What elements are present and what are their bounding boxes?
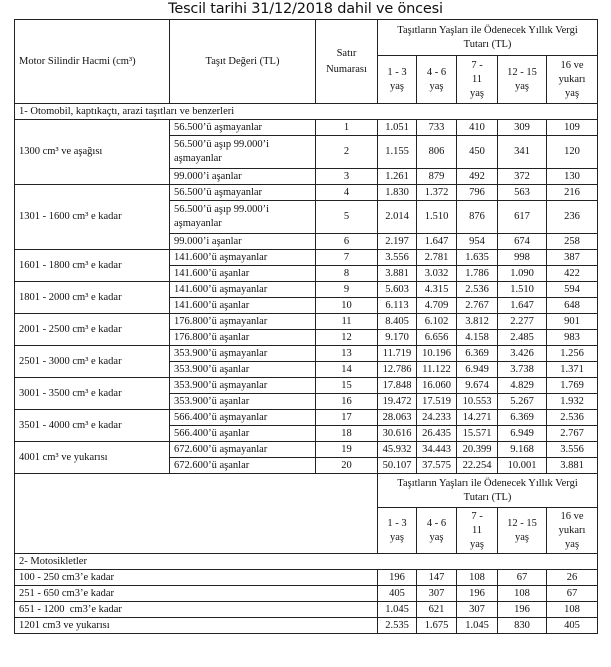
tax-table xyxy=(14,19,598,634)
row-number-cell: 6 xyxy=(316,234,378,250)
tax-amount-cell: 1.830 xyxy=(378,185,417,201)
tax-amount-cell: 2.277 xyxy=(498,314,547,330)
row-number-cell: 18 xyxy=(316,426,378,442)
tax-amount-cell: 796 xyxy=(457,185,498,201)
tax-amount-cell: 67 xyxy=(547,586,598,602)
engine-capacity-cell: 3501 - 4000 cm³ e kadar xyxy=(15,410,170,442)
tax-amount-cell: 6.369 xyxy=(457,346,498,362)
table-row xyxy=(15,586,598,602)
vehicle-value-cell: 56.500’ü aşmayanlar xyxy=(170,185,316,201)
tax-amount-cell: 67 xyxy=(498,570,547,586)
tax-amount-cell: 1.045 xyxy=(457,618,498,634)
tax-amount-cell: 45.932 xyxy=(378,442,417,458)
tax-amount-cell: 1.045 xyxy=(378,602,417,618)
tax-amount-cell: 1.647 xyxy=(417,234,457,250)
tax-amount-cell: 1.371 xyxy=(547,362,598,378)
tax-amount-cell: 1.510 xyxy=(417,201,457,234)
tax-amount-cell: 6.949 xyxy=(457,362,498,378)
header-value: Taşıt Değeri (TL) xyxy=(170,20,316,104)
tax-amount-cell: 733 xyxy=(417,120,457,136)
vehicle-value-cell: 566.400’ü aşanlar xyxy=(170,426,316,442)
tax-amount-cell: 422 xyxy=(547,266,598,282)
vehicle-value-cell: 141.600’ü aşanlar xyxy=(170,266,316,282)
tax-amount-cell: 130 xyxy=(547,169,598,185)
tax-amount-cell: 2.767 xyxy=(547,426,598,442)
tax-amount-cell: 410 xyxy=(457,120,498,136)
tax-amount-cell: 10.553 xyxy=(457,394,498,410)
tax-amount-cell: 5.603 xyxy=(378,282,417,298)
table-row xyxy=(15,602,598,618)
row-number-cell: 20 xyxy=(316,458,378,474)
tax-amount-cell: 1.635 xyxy=(457,250,498,266)
tax-amount-cell: 2.197 xyxy=(378,234,417,250)
header2-age-16-plus: 16 ve yukarı yaş xyxy=(547,508,598,554)
tax-amount-cell: 341 xyxy=(498,136,547,169)
tax-amount-cell: 2.781 xyxy=(417,250,457,266)
tax-amount-cell: 405 xyxy=(547,618,598,634)
tax-amount-cell: 2.536 xyxy=(547,410,598,426)
tax-amount-cell: 30.616 xyxy=(378,426,417,442)
tax-amount-cell: 1.256 xyxy=(547,346,598,362)
tax-amount-cell: 1.932 xyxy=(547,394,598,410)
header2-age-12-15: 12 - 15 yaş xyxy=(498,508,547,554)
tax-amount-cell: 24.233 xyxy=(417,410,457,426)
tax-amount-cell: 492 xyxy=(457,169,498,185)
vehicle-value-cell: 141.600’ü aşanlar xyxy=(170,298,316,314)
tax-amount-cell: 50.107 xyxy=(378,458,417,474)
tax-amount-cell: 236 xyxy=(547,201,598,234)
tax-amount-cell: 621 xyxy=(417,602,457,618)
table-row xyxy=(15,120,598,136)
tax-amount-cell: 387 xyxy=(547,250,598,266)
engine-capacity-cell: 2001 - 2500 cm³ e kadar xyxy=(15,314,170,346)
tax-amount-cell: 6.369 xyxy=(498,410,547,426)
header2-row xyxy=(15,474,598,508)
tax-amount-cell: 20.399 xyxy=(457,442,498,458)
tax-amount-cell: 879 xyxy=(417,169,457,185)
engine-capacity-cell: 2501 - 3000 cm³ e kadar xyxy=(15,346,170,378)
tax-amount-cell: 876 xyxy=(457,201,498,234)
row-number-cell: 7 xyxy=(316,250,378,266)
table-row xyxy=(15,282,598,298)
tax-amount-cell: 2.535 xyxy=(378,618,417,634)
header2-tax-group: Taşıtların Yaşları ile Ödenecek Yıllık Vergi Tutarı (TL) xyxy=(378,474,598,508)
engine-capacity-cell: 251 - 650 cm3’e kadar xyxy=(15,586,378,602)
tax-amount-cell: 806 xyxy=(417,136,457,169)
section-row-motorcycles xyxy=(15,554,598,570)
vehicle-value-cell: 672.600’ü aşanlar xyxy=(170,458,316,474)
tax-amount-cell: 108 xyxy=(547,602,598,618)
vehicle-value-cell: 353.900’ü aşanlar xyxy=(170,394,316,410)
tax-amount-cell: 1.769 xyxy=(547,378,598,394)
table-row xyxy=(15,314,598,330)
tax-amount-cell: 26.435 xyxy=(417,426,457,442)
header-age-4-6: 4 - 6 yaş xyxy=(417,56,457,104)
tax-amount-cell: 11.719 xyxy=(378,346,417,362)
tax-amount-cell: 1.510 xyxy=(498,282,547,298)
tax-amount-cell: 37.575 xyxy=(417,458,457,474)
tax-amount-cell: 26 xyxy=(547,570,598,586)
row-number-cell: 8 xyxy=(316,266,378,282)
table-row xyxy=(15,346,598,362)
header-row-number: Satır Numarası xyxy=(316,20,378,104)
vehicle-value-cell: 56.500’ü aşıp 99.000’i aşmayanlar xyxy=(170,136,316,169)
tax-amount-cell: 998 xyxy=(498,250,547,266)
row-number-cell: 19 xyxy=(316,442,378,458)
tax-amount-cell: 307 xyxy=(417,586,457,602)
tax-amount-cell: 4.709 xyxy=(417,298,457,314)
vehicle-value-cell: 566.400’ü aşmayanlar xyxy=(170,410,316,426)
tax-amount-cell: 1.051 xyxy=(378,120,417,136)
tax-amount-cell: 617 xyxy=(498,201,547,234)
table-row xyxy=(15,442,598,458)
tax-amount-cell: 19.472 xyxy=(378,394,417,410)
engine-capacity-cell: 3001 - 3500 cm³ e kadar xyxy=(15,378,170,410)
tax-amount-cell: 108 xyxy=(498,586,547,602)
tax-amount-cell: 9.674 xyxy=(457,378,498,394)
section-row-automobiles xyxy=(15,104,598,120)
row-number-cell: 12 xyxy=(316,330,378,346)
row-number-cell: 11 xyxy=(316,314,378,330)
tax-amount-cell: 6.656 xyxy=(417,330,457,346)
tax-amount-cell: 5.267 xyxy=(498,394,547,410)
header-age-12-15: 12 - 15 yaş xyxy=(498,56,547,104)
row-number-cell: 15 xyxy=(316,378,378,394)
tax-amount-cell: 450 xyxy=(457,136,498,169)
tax-amount-cell: 3.738 xyxy=(498,362,547,378)
tax-amount-cell: 954 xyxy=(457,234,498,250)
tax-amount-cell: 674 xyxy=(498,234,547,250)
tax-amount-cell: 309 xyxy=(498,120,547,136)
tax-amount-cell: 34.443 xyxy=(417,442,457,458)
tax-amount-cell: 3.812 xyxy=(457,314,498,330)
engine-capacity-cell: 1201 cm3 ve yukarısı xyxy=(15,618,378,634)
engine-capacity-cell: 1801 - 2000 cm³ e kadar xyxy=(15,282,170,314)
tax-amount-cell: 3.881 xyxy=(547,458,598,474)
tax-amount-cell: 372 xyxy=(498,169,547,185)
row-number-cell: 3 xyxy=(316,169,378,185)
section-label: 1- Otomobil, kaptıkaçtı, arazi taşıtları ve benzerleri xyxy=(15,104,598,120)
tax-amount-cell: 563 xyxy=(498,185,547,201)
tax-amount-cell: 2.767 xyxy=(457,298,498,314)
tax-amount-cell: 10.196 xyxy=(417,346,457,362)
tax-amount-cell: 405 xyxy=(378,586,417,602)
header2-age-4-6: 4 - 6 yaş xyxy=(417,508,457,554)
header-row xyxy=(15,20,598,56)
tax-amount-cell: 9.168 xyxy=(498,442,547,458)
header-tax-group: Taşıtların Yaşları ile Ödenecek Yıllık Vergi Tutarı (TL) xyxy=(378,20,598,56)
vehicle-value-cell: 141.600’ü aşmayanlar xyxy=(170,282,316,298)
row-number-cell: 16 xyxy=(316,394,378,410)
row-number-cell: 14 xyxy=(316,362,378,378)
vehicle-value-cell: 353.900’ü aşanlar xyxy=(170,362,316,378)
row-number-cell: 13 xyxy=(316,346,378,362)
header-age-1-3: 1 - 3 yaş xyxy=(378,56,417,104)
tax-amount-cell: 8.405 xyxy=(378,314,417,330)
table-row xyxy=(15,570,598,586)
tax-amount-cell: 22.254 xyxy=(457,458,498,474)
engine-capacity-cell: 100 - 250 cm3’e kadar xyxy=(15,570,378,586)
vehicle-value-cell: 176.800’ü aşanlar xyxy=(170,330,316,346)
vehicle-value-cell: 56.500’ü aşmayanlar xyxy=(170,120,316,136)
tax-amount-cell: 830 xyxy=(498,618,547,634)
tax-amount-cell: 258 xyxy=(547,234,598,250)
header2-blank-cell xyxy=(15,474,378,554)
tax-amount-cell: 3.556 xyxy=(378,250,417,266)
header-age-16-plus: 16 ve yukarı yaş xyxy=(547,56,598,104)
row-number-cell: 5 xyxy=(316,201,378,234)
header-age-7-11: 7 - 11 yaş xyxy=(457,56,498,104)
tax-amount-cell: 147 xyxy=(417,570,457,586)
vehicle-value-cell: 141.600’ü aşmayanlar xyxy=(170,250,316,266)
tax-amount-cell: 15.571 xyxy=(457,426,498,442)
tax-amount-cell: 1.261 xyxy=(378,169,417,185)
engine-capacity-cell: 1300 cm³ ve aşağısı xyxy=(15,120,170,185)
tax-amount-cell: 16.060 xyxy=(417,378,457,394)
tax-amount-cell: 3.556 xyxy=(547,442,598,458)
vehicle-value-cell: 99.000’i aşanlar xyxy=(170,169,316,185)
tax-amount-cell: 216 xyxy=(547,185,598,201)
tax-amount-cell: 28.063 xyxy=(378,410,417,426)
table-row xyxy=(15,185,598,201)
row-number-cell: 4 xyxy=(316,185,378,201)
tax-amount-cell: 14.271 xyxy=(457,410,498,426)
tax-amount-cell: 4.315 xyxy=(417,282,457,298)
tax-amount-cell: 120 xyxy=(547,136,598,169)
table-row xyxy=(15,410,598,426)
tax-amount-cell: 109 xyxy=(547,120,598,136)
table-row xyxy=(15,250,598,266)
tax-amount-cell: 901 xyxy=(547,314,598,330)
row-number-cell: 1 xyxy=(316,120,378,136)
tax-amount-cell: 196 xyxy=(378,570,417,586)
tax-amount-cell: 17.519 xyxy=(417,394,457,410)
tax-table-body xyxy=(15,20,598,634)
tax-amount-cell: 1.647 xyxy=(498,298,547,314)
tax-amount-cell: 2.014 xyxy=(378,201,417,234)
header2-age-1-3: 1 - 3 yaş xyxy=(378,508,417,554)
header-engine: Motor Silindir Hacmi (cm³) xyxy=(15,20,170,104)
vehicle-value-cell: 56.500’ü aşıp 99.000’i aşmayanlar xyxy=(170,201,316,234)
row-number-cell: 10 xyxy=(316,298,378,314)
table-row xyxy=(15,618,598,634)
tax-amount-cell: 6.102 xyxy=(417,314,457,330)
vehicle-value-cell: 672.600’ü aşmayanlar xyxy=(170,442,316,458)
tax-amount-cell: 2.536 xyxy=(457,282,498,298)
tax-amount-cell: 3.426 xyxy=(498,346,547,362)
tax-amount-cell: 6.113 xyxy=(378,298,417,314)
engine-capacity-cell: 4001 cm³ ve yukarısı xyxy=(15,442,170,474)
vehicle-value-cell: 99.000’i aşanlar xyxy=(170,234,316,250)
tax-amount-cell: 17.848 xyxy=(378,378,417,394)
vehicle-value-cell: 176.800’ü aşmayanlar xyxy=(170,314,316,330)
tax-amount-cell: 6.949 xyxy=(498,426,547,442)
tax-amount-cell: 307 xyxy=(457,602,498,618)
row-number-cell: 17 xyxy=(316,410,378,426)
tax-amount-cell: 10.001 xyxy=(498,458,547,474)
tax-amount-cell: 1.372 xyxy=(417,185,457,201)
vehicle-value-cell: 353.900’ü aşmayanlar xyxy=(170,346,316,362)
tax-amount-cell: 3.881 xyxy=(378,266,417,282)
tax-amount-cell: 594 xyxy=(547,282,598,298)
row-number-cell: 2 xyxy=(316,136,378,169)
vehicle-value-cell: 353.900’ü aşmayanlar xyxy=(170,378,316,394)
tax-amount-cell: 1.090 xyxy=(498,266,547,282)
tax-amount-cell: 983 xyxy=(547,330,598,346)
tax-amount-cell: 648 xyxy=(547,298,598,314)
engine-capacity-cell: 1601 - 1800 cm³ e kadar xyxy=(15,250,170,282)
page-title: Tescil tarihi 31/12/2018 dahil ve öncesi xyxy=(168,1,443,17)
tax-amount-cell: 196 xyxy=(498,602,547,618)
header2-age-7-11: 7 - 11 yaş xyxy=(457,508,498,554)
engine-capacity-cell: 1301 - 1600 cm³ e kadar xyxy=(15,185,170,250)
tax-amount-cell: 1.786 xyxy=(457,266,498,282)
tax-amount-cell: 9.170 xyxy=(378,330,417,346)
tax-amount-cell: 108 xyxy=(457,570,498,586)
tax-amount-cell: 4.829 xyxy=(498,378,547,394)
tax-amount-cell: 4.158 xyxy=(457,330,498,346)
engine-capacity-cell: 651 - 1200 cm3’e kadar xyxy=(15,602,378,618)
tax-amount-cell: 3.032 xyxy=(417,266,457,282)
tax-amount-cell: 2.485 xyxy=(498,330,547,346)
tax-amount-cell: 1.675 xyxy=(417,618,457,634)
table-row xyxy=(15,378,598,394)
section-label: 2- Motosikletler xyxy=(15,554,598,570)
tax-amount-cell: 196 xyxy=(457,586,498,602)
row-number-cell: 9 xyxy=(316,282,378,298)
tax-amount-cell: 1.155 xyxy=(378,136,417,169)
tax-amount-cell: 11.122 xyxy=(417,362,457,378)
tax-amount-cell: 12.786 xyxy=(378,362,417,378)
